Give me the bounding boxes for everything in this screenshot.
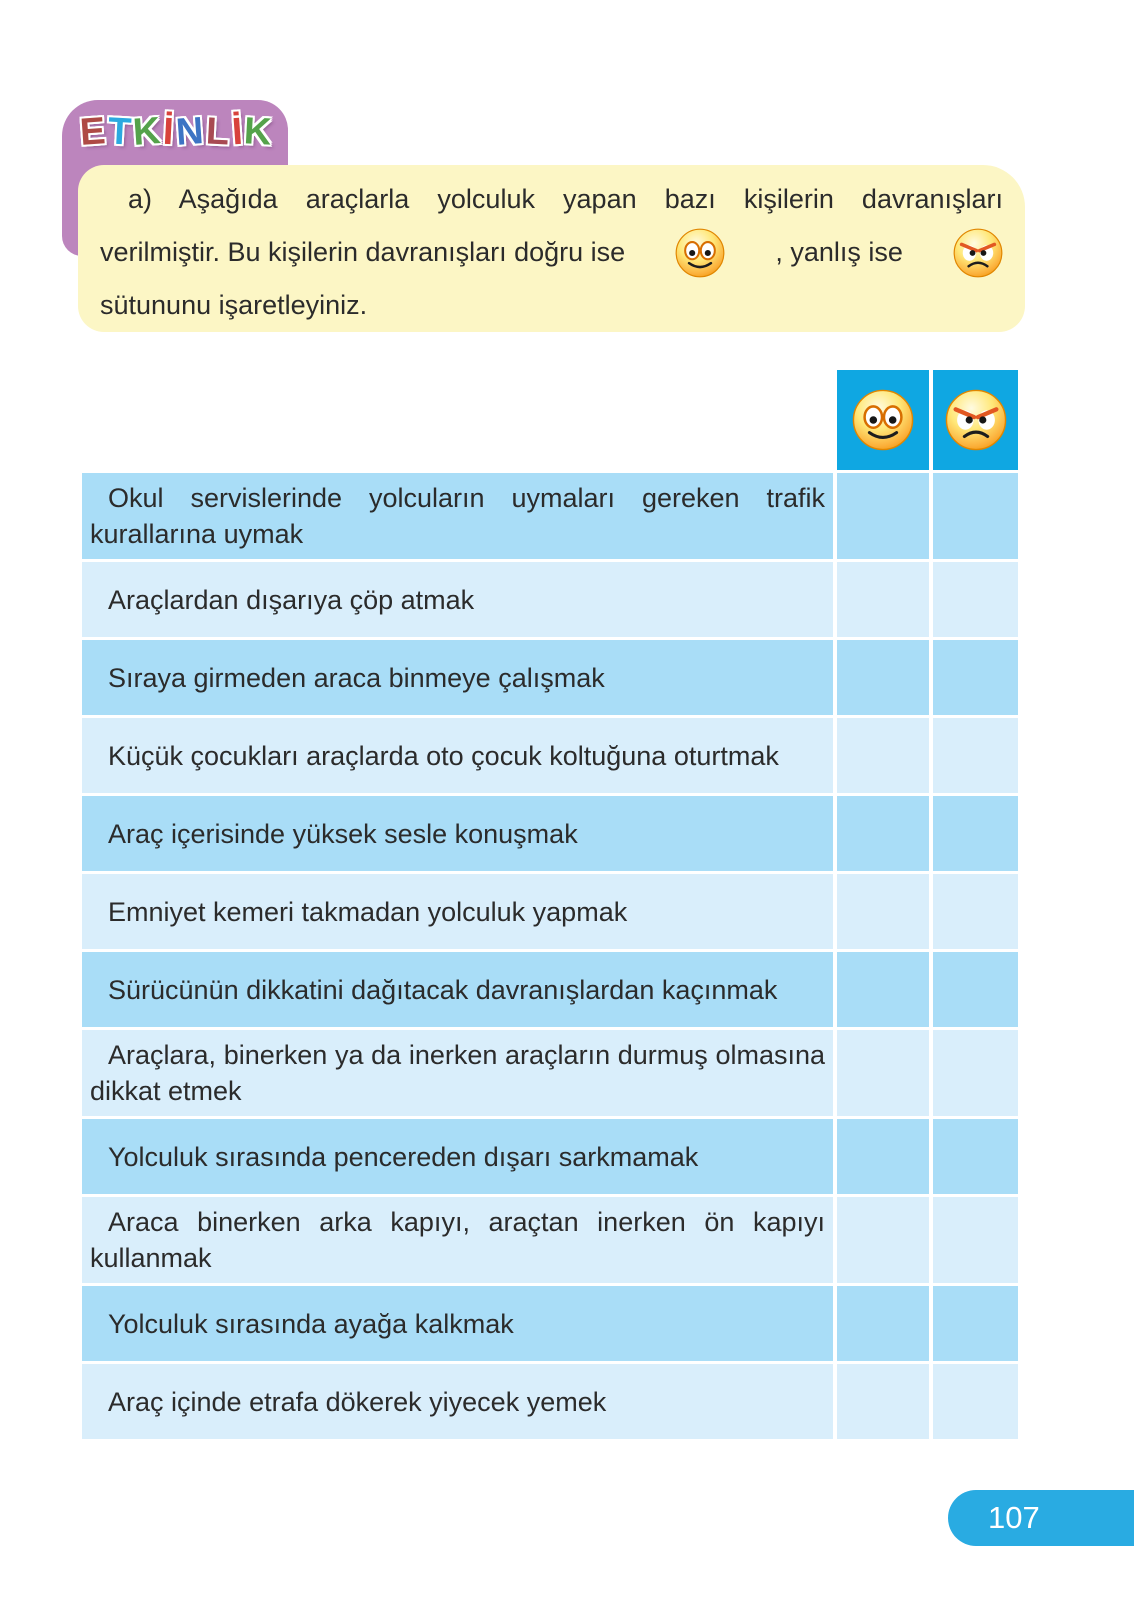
behavior-text: Yolculuk sırasında ayağa kalkmak <box>82 1286 833 1361</box>
table-header-spacer <box>82 370 833 470</box>
behavior-text: Yolculuk sırasında pencereden dışarı sarkmamak <box>82 1119 833 1194</box>
behavior-text: Küçük çocukları araçlarda oto çocuk koltuğuna oturtmak <box>82 718 833 793</box>
happy-check-cell[interactable] <box>837 952 929 1027</box>
angry-face-icon <box>945 389 1007 451</box>
happy-column-header <box>837 370 929 470</box>
behavior-text: Araçlara, binerken ya da inerken araçların durmuş olmasına dikkat etmek <box>82 1030 833 1116</box>
badge-letter: L <box>204 110 231 154</box>
happy-face-icon <box>675 228 725 278</box>
instruction-box <box>78 165 1025 332</box>
angry-check-cell[interactable] <box>933 562 1018 637</box>
page-number: 107 <box>988 1500 1040 1535</box>
badge-letter: T <box>106 110 133 154</box>
angry-face-icon <box>953 228 1003 278</box>
angry-column-header <box>933 370 1018 470</box>
badge-letter: N <box>174 110 205 154</box>
happy-check-cell[interactable] <box>837 473 929 559</box>
page-number-pill <box>948 1490 1134 1546</box>
angry-check-cell[interactable] <box>933 1286 1018 1361</box>
angry-check-cell[interactable] <box>933 1197 1018 1283</box>
happy-check-cell[interactable] <box>837 562 929 637</box>
happy-check-cell[interactable] <box>837 1030 929 1116</box>
instruction-line-1: a) Aşağıda araçlarla yolculuk yapan bazı kişilerin davranışları <box>128 184 1003 214</box>
behavior-text: Sürücünün dikkatini dağıtacak davranışlardan kaçınmak <box>82 952 833 1027</box>
angry-check-cell[interactable] <box>933 1030 1018 1116</box>
happy-check-cell[interactable] <box>837 718 929 793</box>
badge-letter: İ <box>162 110 175 154</box>
behavior-text: Emniyet kemeri takmadan yolculuk yapmak <box>82 874 833 949</box>
angry-check-cell[interactable] <box>933 796 1018 871</box>
happy-check-cell[interactable] <box>837 1364 929 1439</box>
instruction-line-3: sütununu işaretleyiniz. <box>100 290 368 320</box>
angry-check-cell[interactable] <box>933 874 1018 949</box>
instruction-line-2 <box>100 226 1003 279</box>
etkinlik-badge-title <box>80 106 272 158</box>
angry-check-cell[interactable] <box>933 1364 1018 1439</box>
angry-check-cell[interactable] <box>933 640 1018 715</box>
behavior-text: Araç içerisinde yüksek sesle konuşmak <box>82 796 833 871</box>
behavior-text: Sıraya girmeden araca binmeye çalışmak <box>82 640 833 715</box>
instruction-line-2-between: , yanlış ise <box>775 237 903 267</box>
happy-check-cell[interactable] <box>837 1119 929 1194</box>
badge-letter: K <box>131 110 163 154</box>
happy-check-cell[interactable] <box>837 874 929 949</box>
angry-check-cell[interactable] <box>933 473 1018 559</box>
badge-letter: İ <box>230 110 244 154</box>
behavior-text: Araçlardan dışarıya çöp atmak <box>82 562 833 637</box>
happy-check-cell[interactable] <box>837 1197 929 1283</box>
behavior-text: Okul servislerinde yolcuların uymaları gereken trafik kurallarına uymak <box>82 473 833 559</box>
happy-check-cell[interactable] <box>837 640 929 715</box>
behavior-text: Araç içinde etrafa dökerek yiyecek yemek <box>82 1364 833 1439</box>
happy-check-cell[interactable] <box>837 1286 929 1361</box>
behavior-text: Araca binerken arka kapıyı, araçtan inerken ön kapıyı kullanmak <box>82 1197 833 1283</box>
badge-letter: E <box>78 110 107 154</box>
behavior-table <box>82 370 1018 1439</box>
happy-face-icon <box>852 389 914 451</box>
angry-check-cell[interactable] <box>933 718 1018 793</box>
angry-check-cell[interactable] <box>933 952 1018 1027</box>
badge-letter: K <box>243 110 273 154</box>
instruction-line-2-before: verilmiştir. Bu kişilerin davranışları doğru ise <box>100 237 626 267</box>
happy-check-cell[interactable] <box>837 796 929 871</box>
angry-check-cell[interactable] <box>933 1119 1018 1194</box>
